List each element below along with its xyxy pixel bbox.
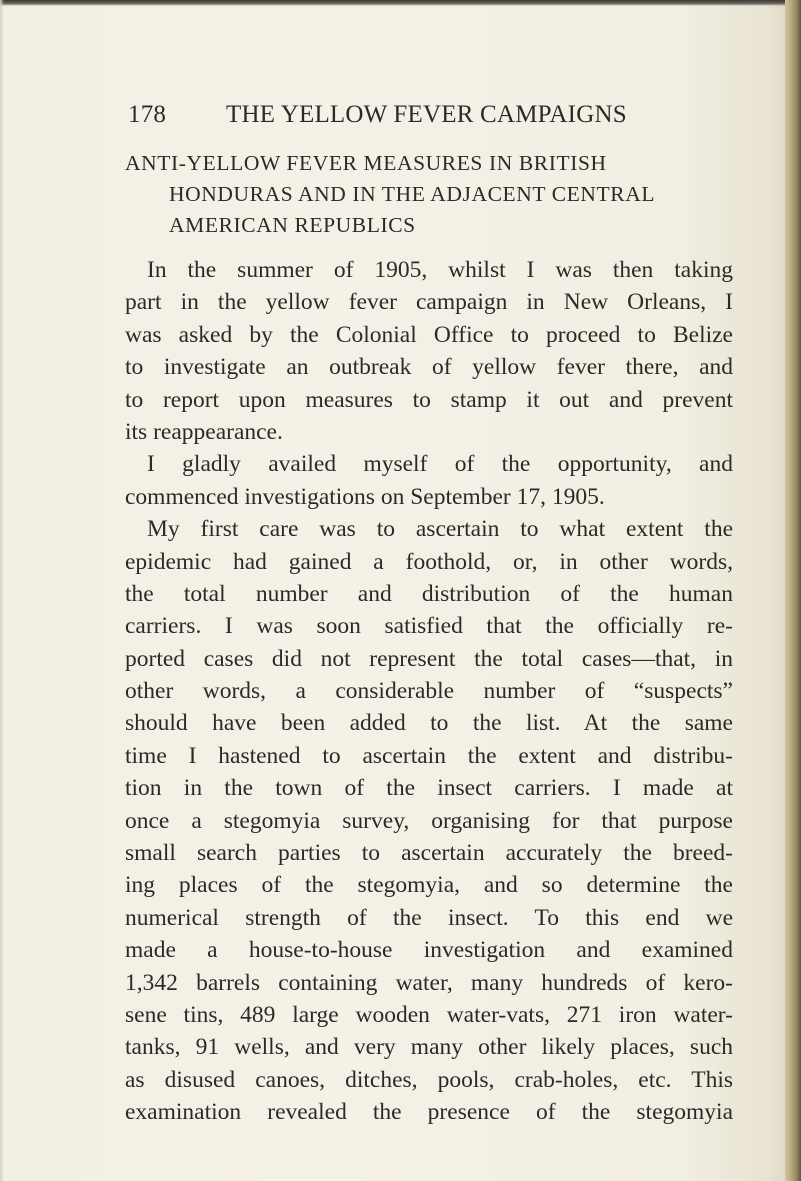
text-line: to report upon measures to stamp it out and prevent — [125, 386, 733, 413]
section-title — [125, 148, 745, 241]
text-line: I gladly availed myself of the opportunity, and — [147, 451, 733, 478]
text-line: sene tins, 489 large wooden water-vats, 271 iron water- — [125, 1001, 733, 1028]
text-line: In the summer of 1905, whilst I was then taking — [147, 257, 733, 283]
text-line: once a stegomyia survey, organising for that purpose — [125, 807, 733, 834]
text-line: ported cases did not represent the total cases—that, in — [125, 645, 733, 672]
text-line: part in the yellow fever campaign in New Orleans, I — [125, 289, 733, 316]
text-line: made a house-to-house investigation and examined — [125, 937, 733, 964]
text-line: time I hastened to ascertain the extent and distribu- — [125, 742, 733, 769]
book-spine-edge — [785, 0, 801, 1181]
text-line: tanks, 91 wells, and very many other likely places, such — [125, 1034, 733, 1061]
text-line: was asked by the Colonial Office to proceed to Belize — [125, 321, 733, 348]
section-title-line: ANTI-YELLOW FEVER MEASURES IN BRITISH — [125, 151, 607, 175]
section-title-line: HONDURAS AND IN THE ADJACENT CENTRAL — [169, 182, 656, 206]
text-line: should have been added to the list. At the same — [125, 710, 733, 737]
text-line: ing places of the stegomyia, and so determine the — [125, 872, 733, 899]
text-line: 1,342 barrels containing water, many hundreds of kero- — [125, 969, 733, 996]
running-head — [128, 101, 688, 129]
text-line: small search parties to ascertain accurately the breed- — [125, 840, 733, 867]
body-text — [125, 254, 733, 1129]
text-line: to investigate an outbreak of yellow fever there, and — [125, 354, 733, 381]
text-line: the total number and distribution of the human — [125, 580, 733, 607]
text-line: examination revealed the presence of the stegomyia — [125, 1099, 733, 1126]
text-line: carriers. I was soon satisfied that the officially re- — [125, 613, 733, 640]
text-line: other words, a considerable number of “suspects” — [125, 678, 733, 705]
text-line: tion in the town of the insect carriers. I made at — [125, 775, 733, 802]
text-line: numerical strength of the insect. To this end we — [125, 904, 733, 931]
page-number: 178 — [128, 101, 167, 128]
text-line: its reappearance. — [125, 418, 283, 445]
page-top-shadow — [0, 0, 801, 6]
running-title: THE YELLOW FEVER CAMPAIGNS — [226, 101, 627, 128]
text-line: commenced investigations on September 17, 1905. — [125, 483, 605, 510]
text-line: epidemic had gained a foothold, or, in other words, — [125, 548, 733, 575]
section-title-line: AMERICAN REPUBLICS — [169, 213, 416, 237]
text-line: as disused canoes, ditches, pools, crab-holes, etc. This — [125, 1066, 733, 1093]
text-line: My first care was to ascertain to what extent the — [147, 516, 733, 543]
page-left-edge — [0, 0, 4, 1181]
